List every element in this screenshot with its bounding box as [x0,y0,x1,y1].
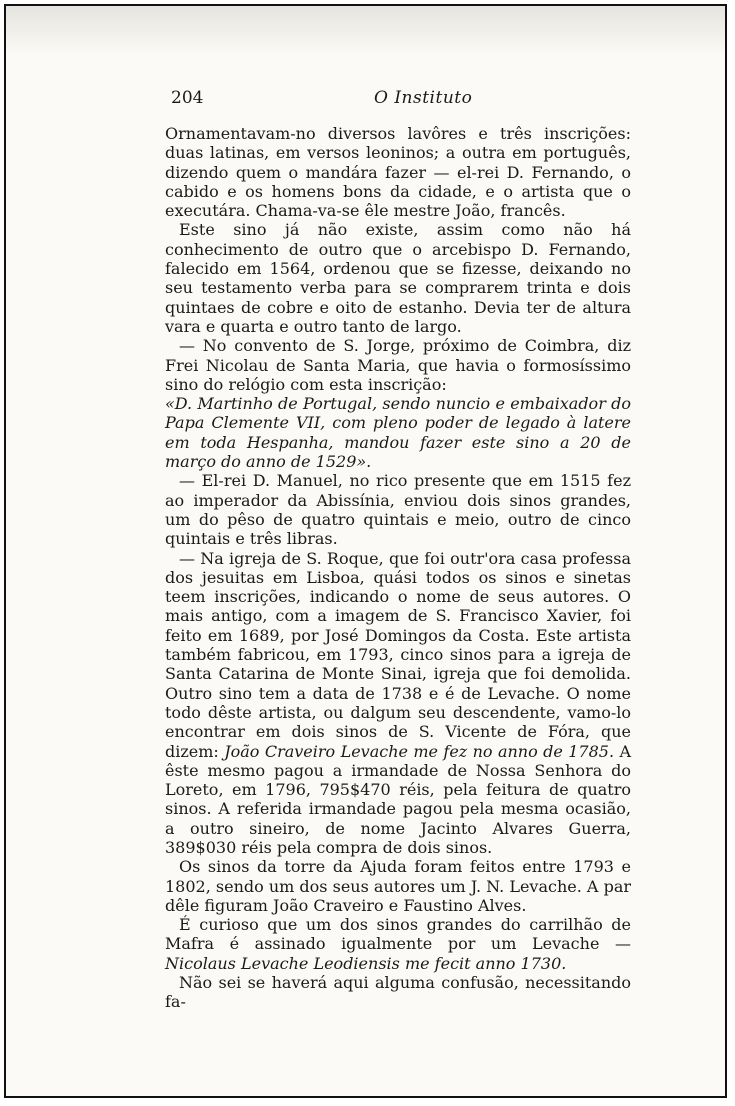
paragraph-igreja-s-roque [165,549,631,858]
paragraph-text: A êste mesmo pagou a irmandade de Nossa Senhora do Loreto, em 1796, 795$470 réis, pela feitura de quatro sinos. A referida irmandade pagou pela mesma ocasião, a outro sineiro, de nome Jacinto Alvares Guerra, 389$030 réis pela compra de dois sinos. [165,741,632,857]
inscription-italic: João Craveiro Levache me fez no anno de 1785. [224,741,615,761]
paragraph-confusao: Não sei se haverá aqui alguma confusão, necessitando fa- [165,973,631,1012]
page-number: 204 [171,88,204,108]
paragraph-convento-s-jorge: — No convento de S. Jorge, próximo de Coimbra, diz Frei Nicolau de Santa Maria, que havia o formosíssimo sino do relógio com esta inscrição: [165,336,631,394]
paragraph-carrilhao-mafra [165,915,631,973]
paragraph-text: É curioso que um dos sinos grandes do carrilhão de Mafra é assinado igualmente por um Levache — [165,915,631,954]
paragraph-text: — Na igreja de S. Roque, que foi outr'ora casa professa dos jesuitas em Lisboa, quási todos os sinos e sinetas teem inscrições, indicando o nome de seus autores. O mais antigo, com a imagem de S. Francisco Xavier, foi feito em 1689, por José Domingos da Costa. Este artista também fabricou, em 1793, cinco sinos para a igreja de Santa Catarina de Monte Sinai, igreja que foi demolida. Outro sino tem a data de 1738 e é de Levache. O nome todo dêste artista, ou dalgum seu descendente, vamo-lo encontrar em dois sinos de S. Vicente de Fóra, que dizem: [165,548,631,761]
paragraph-sino-arcebispo: Este sino já não existe, assim como não há conhecimento de outro que o arcebispo D. Fernando, falecido em 1564, ordenou que se fizesse, deixando no seu testamento verba para se comprarem trinta e dois quintaes de cobre e oito de estanho. Devia ter de altura vara e quarta e outro tanto de largo. [165,220,631,336]
paragraph-ornament: Ornamentavam-no diversos lavôres e três inscrições: duas latinas, em versos leoninos; a outra em português, dizendo quem o mandára fazer — el-rei D. Fernando, o cabido e os homens bons da cidade, e o artista que o executára. Chama-va-se êle mestre João, francês. [165,124,631,221]
body-text [165,124,631,1012]
running-title: O Instituto [374,88,473,108]
paragraph-el-rei-manuel: — El-rei D. Manuel, no rico presente que em 1515 fez ao imperador da Abissínia, enviou dois sinos grandes, um do pêso de quatro quintais e meio, outro de cinco quintais e três libras. [165,471,631,549]
paragraph-inscription-quote: «D. Martinho de Portugal, sendo nuncio e embaixador do Papa Clemente VII, com pleno poder de legado à latere em toda Hespanha, mandou fazer este sino a 20 de março do anno de 1529». [165,394,631,472]
paragraph-torre-ajuda: Os sinos da torre da Ajuda foram feitos entre 1793 e 1802, sendo um dos seus autores um J. N. Levache. A par dêle figuram João Craveiro e Faustino Alves. [165,857,631,915]
page-header [171,88,637,114]
inscription-italic: Nicolaus Levache Leodiensis me fecit anno 1730. [165,953,567,973]
